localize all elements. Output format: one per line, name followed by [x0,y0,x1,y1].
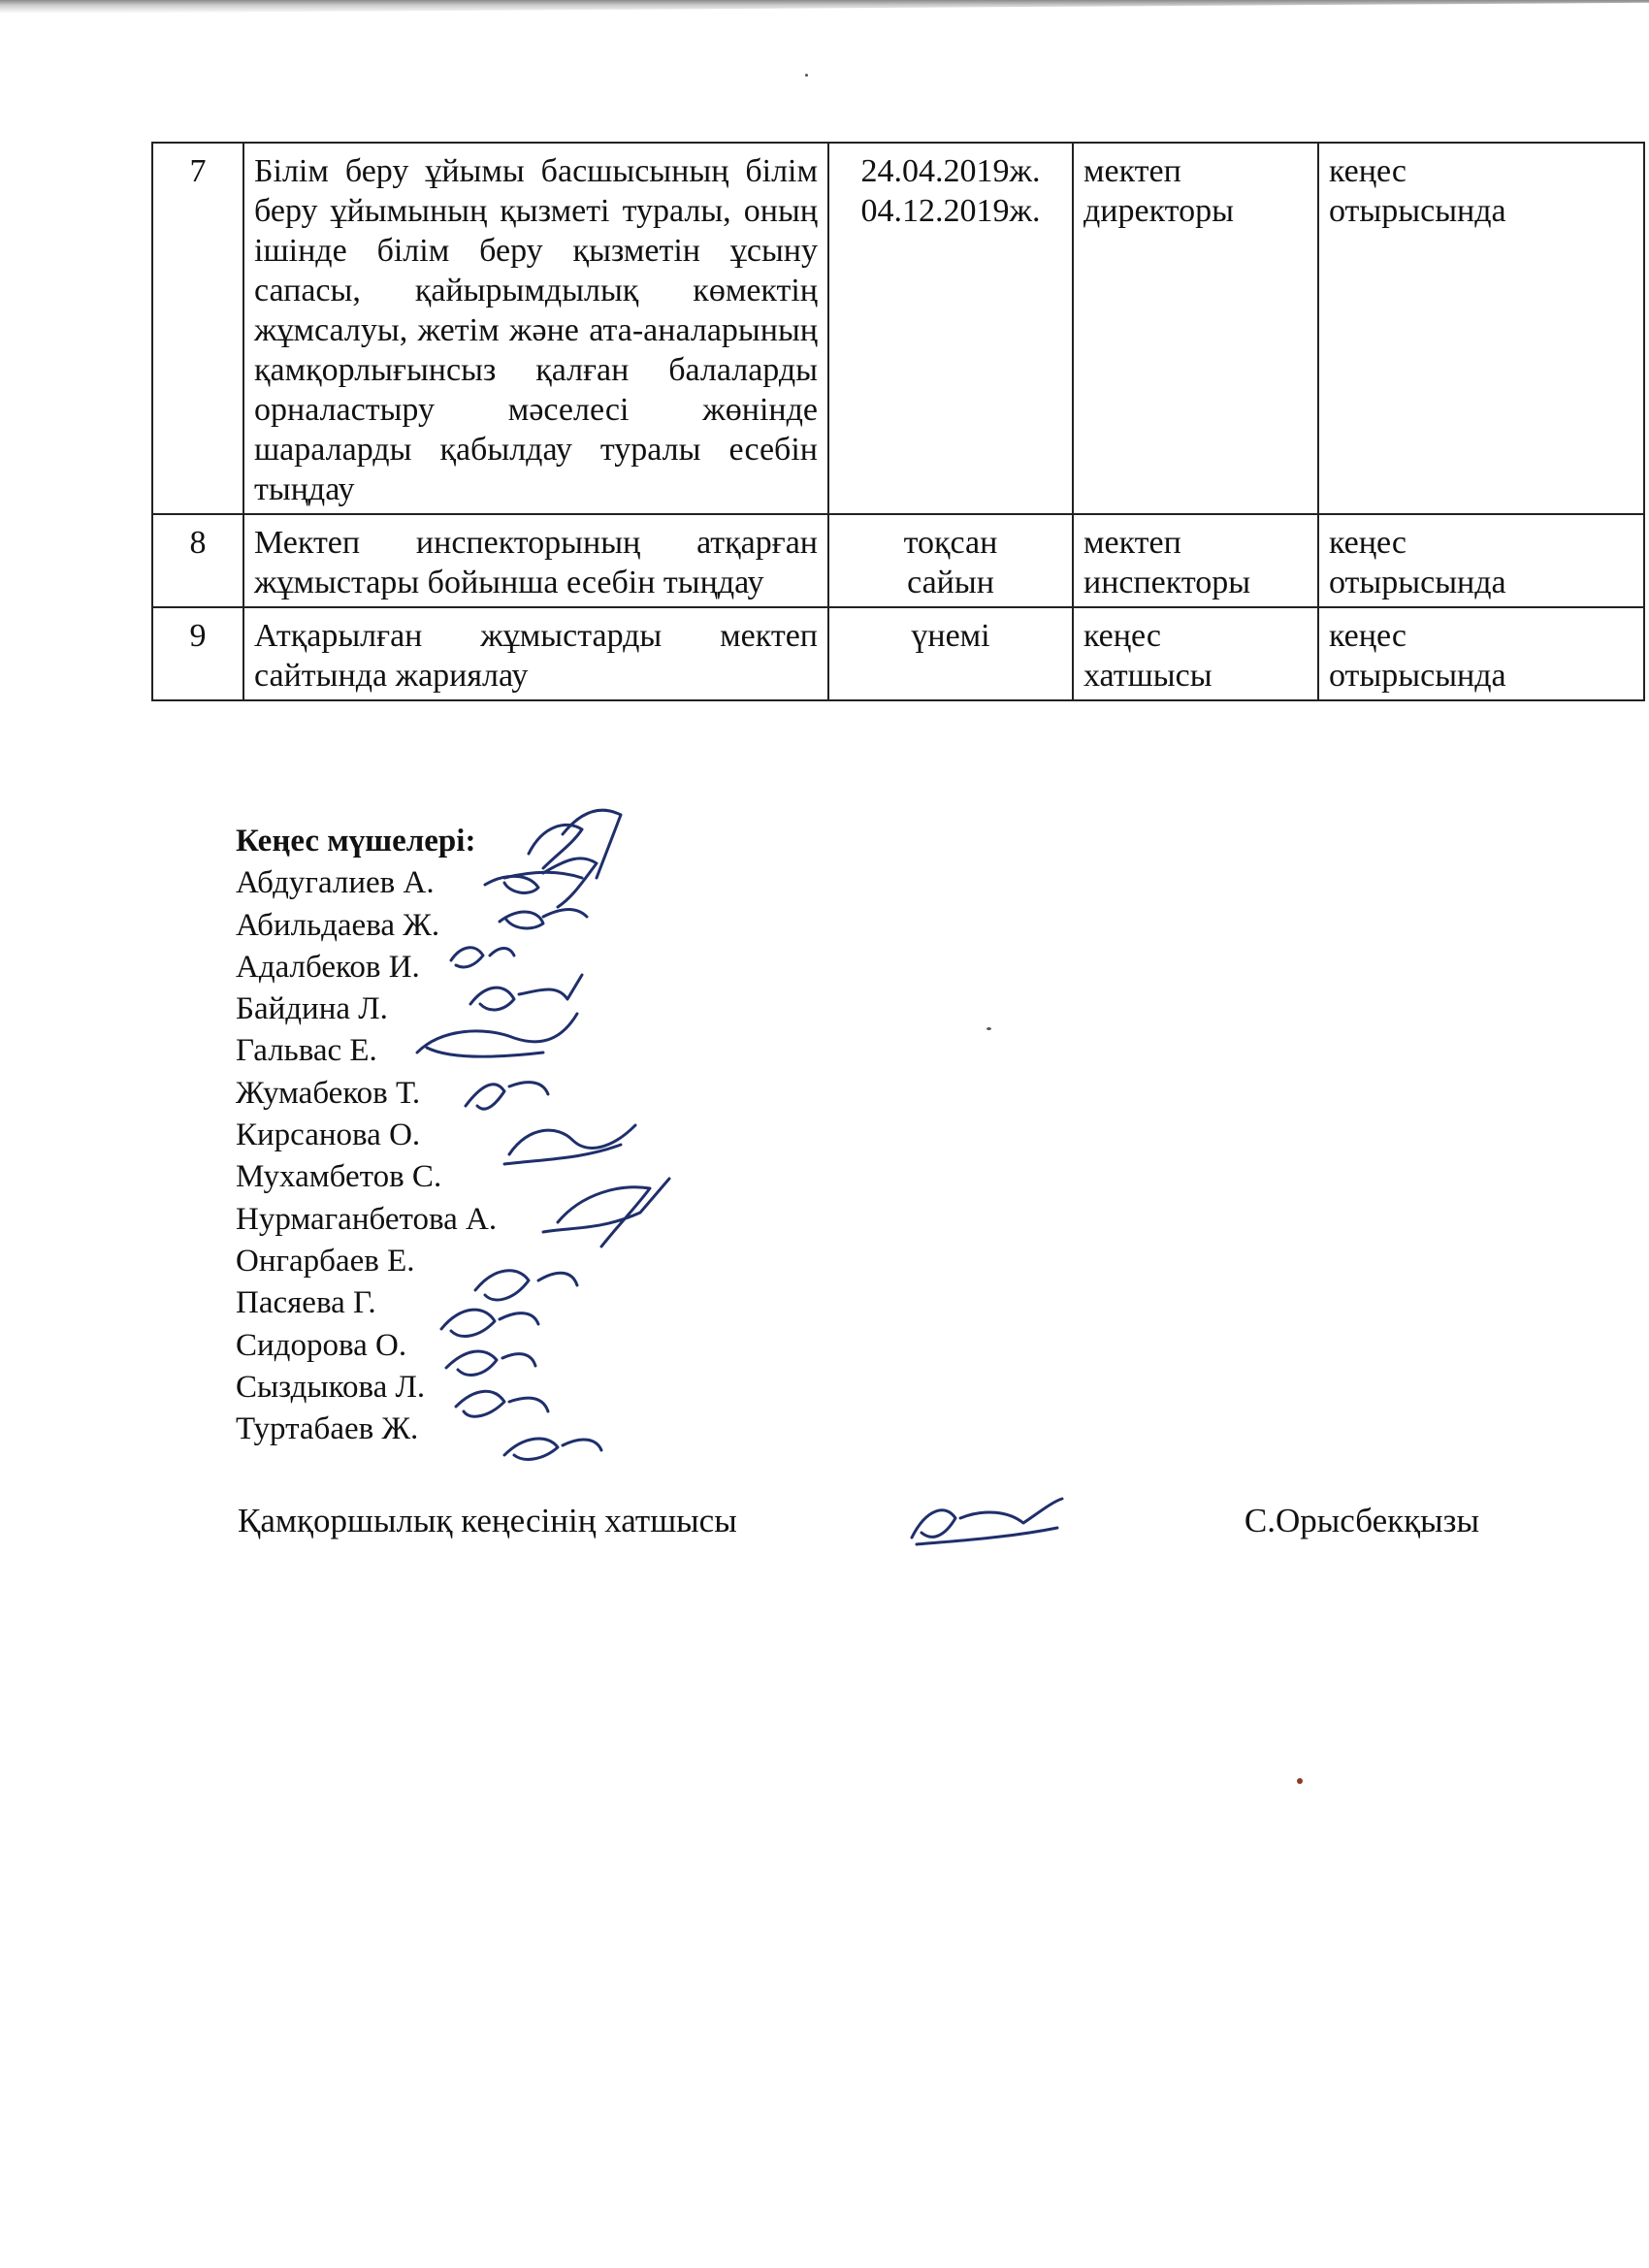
row-form: кеңес отырысында [1318,514,1644,607]
row-description: Білім беру ұйымы басшысының білім беру ұйымының қызметі туралы, оның ішінде білім беру қызметін ұсыну сапасы, қайырымдылық көмектің жұмсалуы, жетім және ата-аналарының қамқорлығынсыз қалған балаларды орналастыру мәселесі жөнінде шараларды қабылдау туралы есебін тыңдау [243,143,828,514]
row-form: кеңес отырысында [1318,143,1644,514]
signature-mark [504,1125,635,1164]
member-name: Сыздыкова Л. [236,1369,426,1405]
secretary-label: Қамқоршылық кеңесінің хатшысы [238,1502,737,1539]
scan-speck [805,74,808,77]
member-name: Гальвас Е. [236,1033,377,1069]
secretary-name: С.Орысбекқызы [1244,1502,1479,1539]
row-date: тоқсан сайын [828,514,1073,607]
row-responsible: мектеп инспекторы [1073,514,1318,607]
signature-mark [485,859,597,907]
row-number: 7 [152,143,243,514]
plan-table [151,142,1645,701]
signature-mark [504,810,621,878]
signature-mark [543,1179,669,1247]
row-number: 9 [152,607,243,700]
member-name: Кирсанова О. [236,1118,421,1153]
row-date: 24.04.2019ж. 04.12.2019ж. [828,143,1073,514]
row-form: кеңес отырысында [1318,607,1644,700]
member-name: Абдугалиев А. [236,865,435,901]
table-row [152,143,1644,514]
table-row [152,607,1644,700]
member-name: Сидорова О. [236,1327,407,1363]
member-name: Нурмаганбетова А. [236,1201,498,1237]
scan-speck [986,1027,991,1030]
members-title: Кеңес мүшелері: [236,824,476,859]
row-responsible: мектеп директоры [1073,143,1318,514]
council-members [236,821,497,1450]
row-date: үнемі [828,607,1073,700]
signature-mark [504,1439,601,1459]
row-description: Атқарылған жұмыстарды мектеп сайтында жариялау [243,607,828,700]
scan-top-edge [0,0,1649,14]
scan-speck [1297,1778,1303,1784]
signature-mark [500,910,587,928]
member-name: Адалбеков И. [236,949,420,985]
member-name: Онгарбаев Е. [236,1243,415,1279]
table-row [152,514,1644,607]
row-number: 8 [152,514,243,607]
member-name: Пасяева Г. [236,1285,376,1321]
member-name: Туртабаев Ж. [236,1411,419,1447]
member-name: Абильдаева Ж. [236,907,440,943]
member-name: Мухамбетов С. [236,1159,442,1195]
member-name: Байдина Л. [236,991,388,1027]
row-responsible: кеңес хатшысы [1073,607,1318,700]
row-description: Мектеп инспекторының атқарған жұмыстары бойынша есебін тыңдау [243,514,828,607]
signature-mark [912,1499,1062,1544]
member-name: Жумабеков Т. [236,1075,421,1111]
